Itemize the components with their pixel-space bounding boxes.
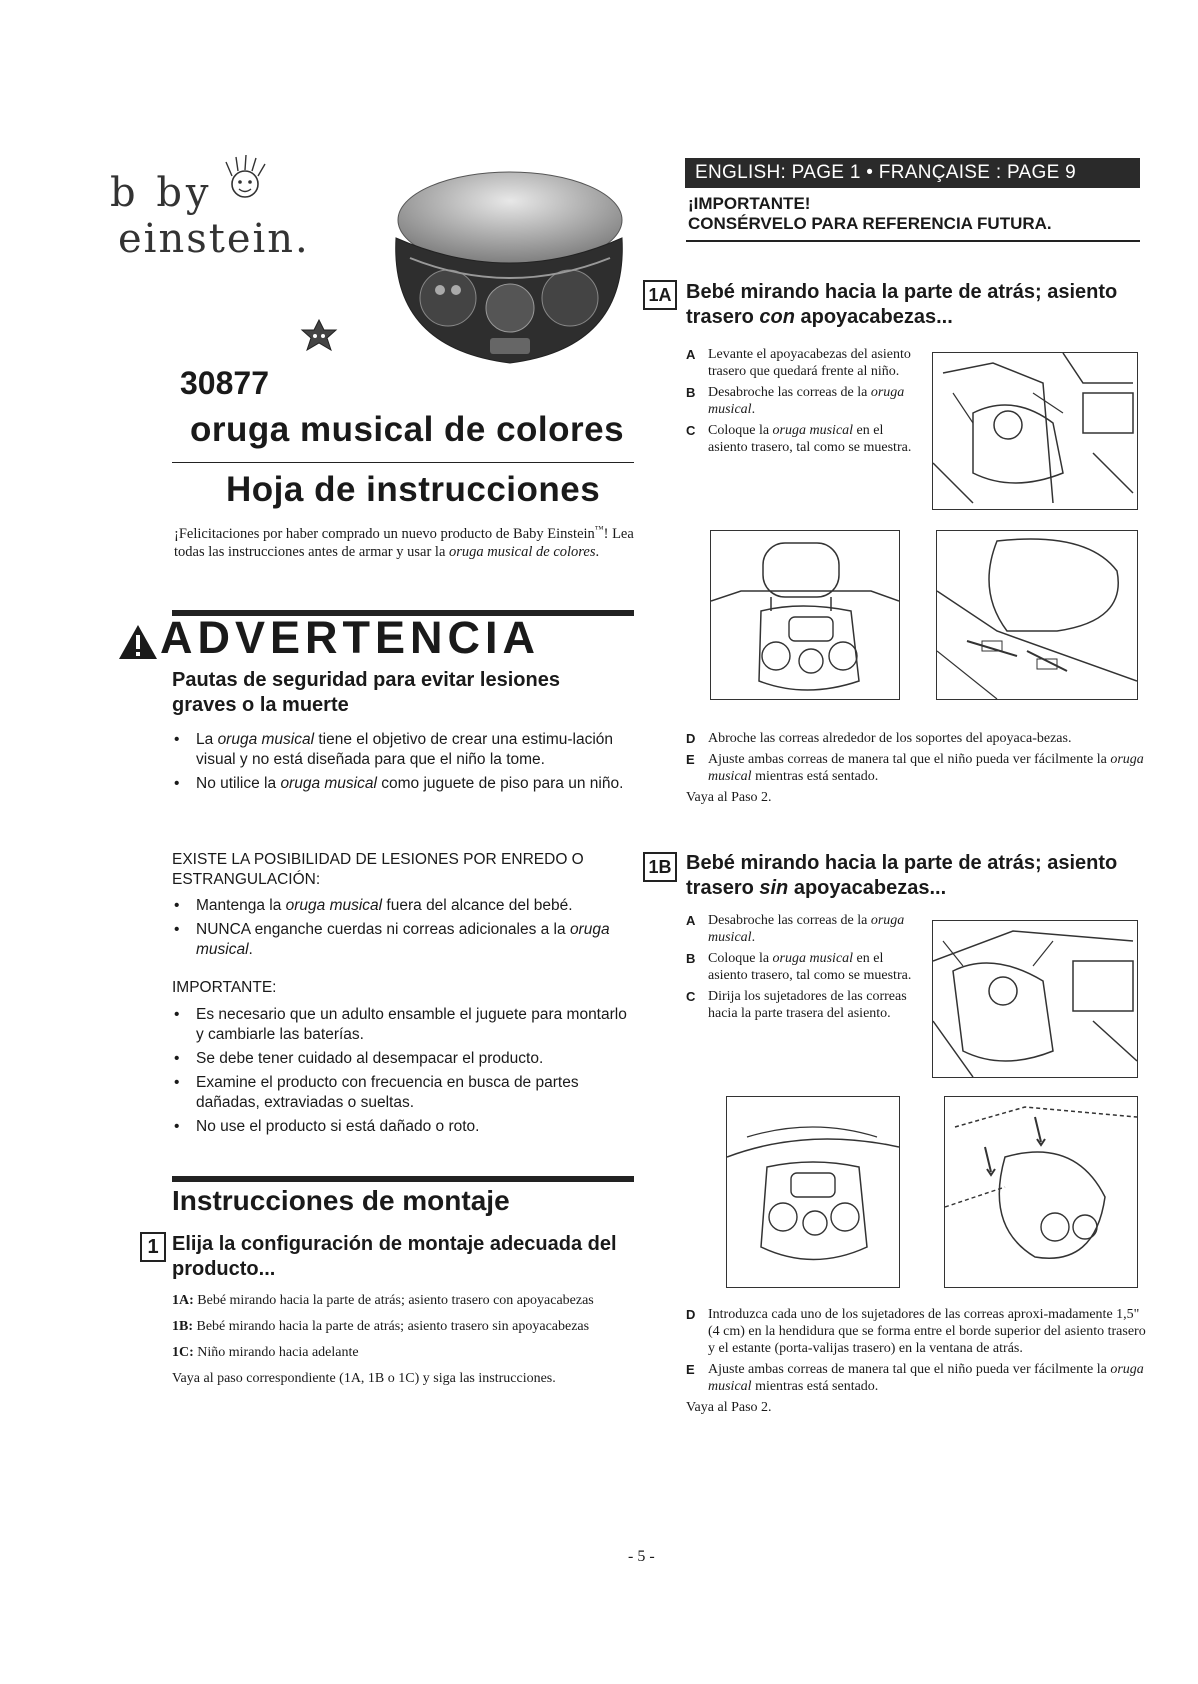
trademark: ™ — [594, 524, 604, 534]
step-1-options — [172, 1292, 632, 1396]
list-item: C Coloque la oruga musical en el asiento trasero, tal como se muestra. — [686, 423, 912, 455]
list-item: • No use el producto si está dañado o roto. — [172, 1117, 632, 1137]
list-item: D Abroche las correas alrededor de los soportes del apoyaca-bezas. — [686, 731, 1072, 746]
language-banner: ENGLISH: PAGE 1 • FRANÇAISE : PAGE 9 — [685, 158, 1140, 188]
warning-bullets-1 — [172, 730, 632, 798]
list-item: A Desabroche las correas de la oruga musical. — [686, 913, 905, 945]
keep-for-reference: CONSÉRVELO PARA REFERENCIA FUTURA. — [688, 214, 1052, 233]
strangulation-caps-text: EXISTE LA POSIBILIDAD DE LESIONES POR ENREDO O ESTRANGULACIÓN: — [172, 851, 584, 888]
step-1-title: Elija la configuración de montaje adecuada del producto... — [172, 1233, 617, 1280]
list-item: B Desabroche las correas de la oruga musical. — [686, 385, 905, 417]
logo-line-1: b by — [110, 170, 213, 216]
list-item: E Ajuste ambas correas de manera tal que el niño pueda ver fácilmente la oruga musical mientras está sentado. — [686, 752, 1144, 784]
step-1a-goto: Vaya al Paso 2. — [686, 790, 772, 805]
figure-1b-rear-seat-mount — [726, 1096, 900, 1288]
list-item: • NUNCA enganche cuerdas ni correas adicionales a la oruga musical. — [172, 920, 632, 960]
list-item: B Coloque la oruga musical en el asiento trasero, tal como se muestra. — [686, 951, 912, 983]
assembly-heading: Instrucciones de montaje — [172, 1185, 510, 1216]
option-1b: 1B: Bebé mirando hacia la parte de atrás; asiento trasero sin apoyacabezas — [172, 1319, 590, 1334]
intro-text-1: ¡Felicitaciones por haber comprado un nuevo producto de Baby Einstein — [174, 525, 595, 542]
model-number: 30877 — [180, 365, 269, 401]
list-item: C Dirija los sujetadores de las correas hacia la parte trasera del asiento. — [686, 989, 907, 1021]
document-title: Hoja de instrucciones — [226, 470, 601, 509]
figure-1a-strap-detail — [936, 530, 1138, 700]
figure-1a-car-seat — [932, 352, 1138, 510]
logo-line-2: einstein. — [118, 216, 310, 262]
step-1b-goto: Vaya al Paso 2. — [686, 1400, 772, 1415]
figure-1b-strap-detail — [944, 1096, 1138, 1288]
list-item: • Es necesario que un adulto ensamble el juguete para montarlo y cambiarle las baterías. — [172, 1005, 632, 1045]
important-notice: ¡IMPORTANTE! — [688, 194, 811, 213]
warning-bullets-3 — [172, 1005, 632, 1141]
option-1a: 1A: Bebé mirando hacia la parte de atrás; asiento trasero con apoyacabezas — [172, 1293, 594, 1308]
option-1c: 1C: Niño mirando hacia adelante — [172, 1345, 359, 1360]
list-item: • Se debe tener cuidado al desempacar el producto. — [172, 1049, 632, 1069]
warning-subheading: Pautas de seguridad para evitar lesiones graves o la muerte — [172, 669, 560, 716]
step-1b-items-de — [686, 1306, 1146, 1416]
list-item: A Levante el apoyacabezas del asiento trasero que quedará frente al niño. — [686, 347, 911, 379]
step-1-badge: 1 — [140, 1232, 166, 1262]
options-note: Vaya al paso correspondiente (1A, 1B o 1C) y siga las instrucciones. — [172, 1371, 556, 1386]
figure-1b-car-seat — [932, 920, 1138, 1078]
warning-bullets-2 — [172, 896, 632, 964]
product-title: oruga musical de colores — [190, 410, 625, 449]
intro-italic-name: oruga musical de colores — [449, 543, 596, 560]
intro-text-2: ! Lea todas las instrucciones antes de armar y usar la — [174, 525, 634, 560]
step-1a-items-abc — [686, 346, 926, 460]
baby-einstein-logo — [110, 160, 310, 280]
list-item: D Introduzca cada uno de los sujetadores de las correas aproxi-madamente 1,5" (4 cm) en la hendidura que se forma entre el borde superior del asiento trasero y el estante (porta-valijas trasero) en la ventana de atrás. — [686, 1307, 1146, 1356]
list-item: • Examine el producto con frecuencia en busca de partes dañadas, extraviadas o sueltas. — [172, 1073, 632, 1113]
intro-end: . — [595, 543, 600, 560]
list-item: • Mantenga la oruga musical fuera del alcance del bebé. — [172, 896, 632, 916]
step-1a-title: Bebé mirando hacia la parte de atrás; asiento trasero con apoyacabezas... — [686, 281, 1118, 328]
einstein-face-icon — [220, 154, 270, 204]
warning-triangle-icon — [118, 624, 158, 660]
important-label: IMPORTANTE: — [172, 979, 277, 996]
list-item: • No utilice la oruga musical como juguete de piso para un niño. — [172, 774, 632, 794]
caterpillar-face-icon — [298, 318, 340, 358]
warning-heading: ADVERTENCIA — [160, 612, 541, 663]
step-1b-badge: 1B — [643, 852, 677, 882]
page-number: - 5 - — [628, 1548, 655, 1565]
list-item: • La oruga musical tiene el objetivo de crear una estimu-lación visual y no está diseñada para que el niño la tome. — [172, 730, 632, 770]
figure-1a-headrest-mount — [710, 530, 900, 700]
list-item: E Ajuste ambas correas de manera tal que el niño pueda ver fácilmente la oruga musical mientras está sentado. — [686, 1362, 1144, 1394]
step-1a-items-de — [686, 730, 1146, 806]
intro-paragraph — [174, 520, 634, 561]
step-1b-title: Bebé mirando hacia la parte de atrás; asiento trasero sin apoyacabezas... — [686, 852, 1118, 899]
product-photo — [370, 158, 640, 373]
step-1a-badge: 1A — [643, 280, 677, 310]
step-1b-items-abc — [686, 912, 926, 1026]
